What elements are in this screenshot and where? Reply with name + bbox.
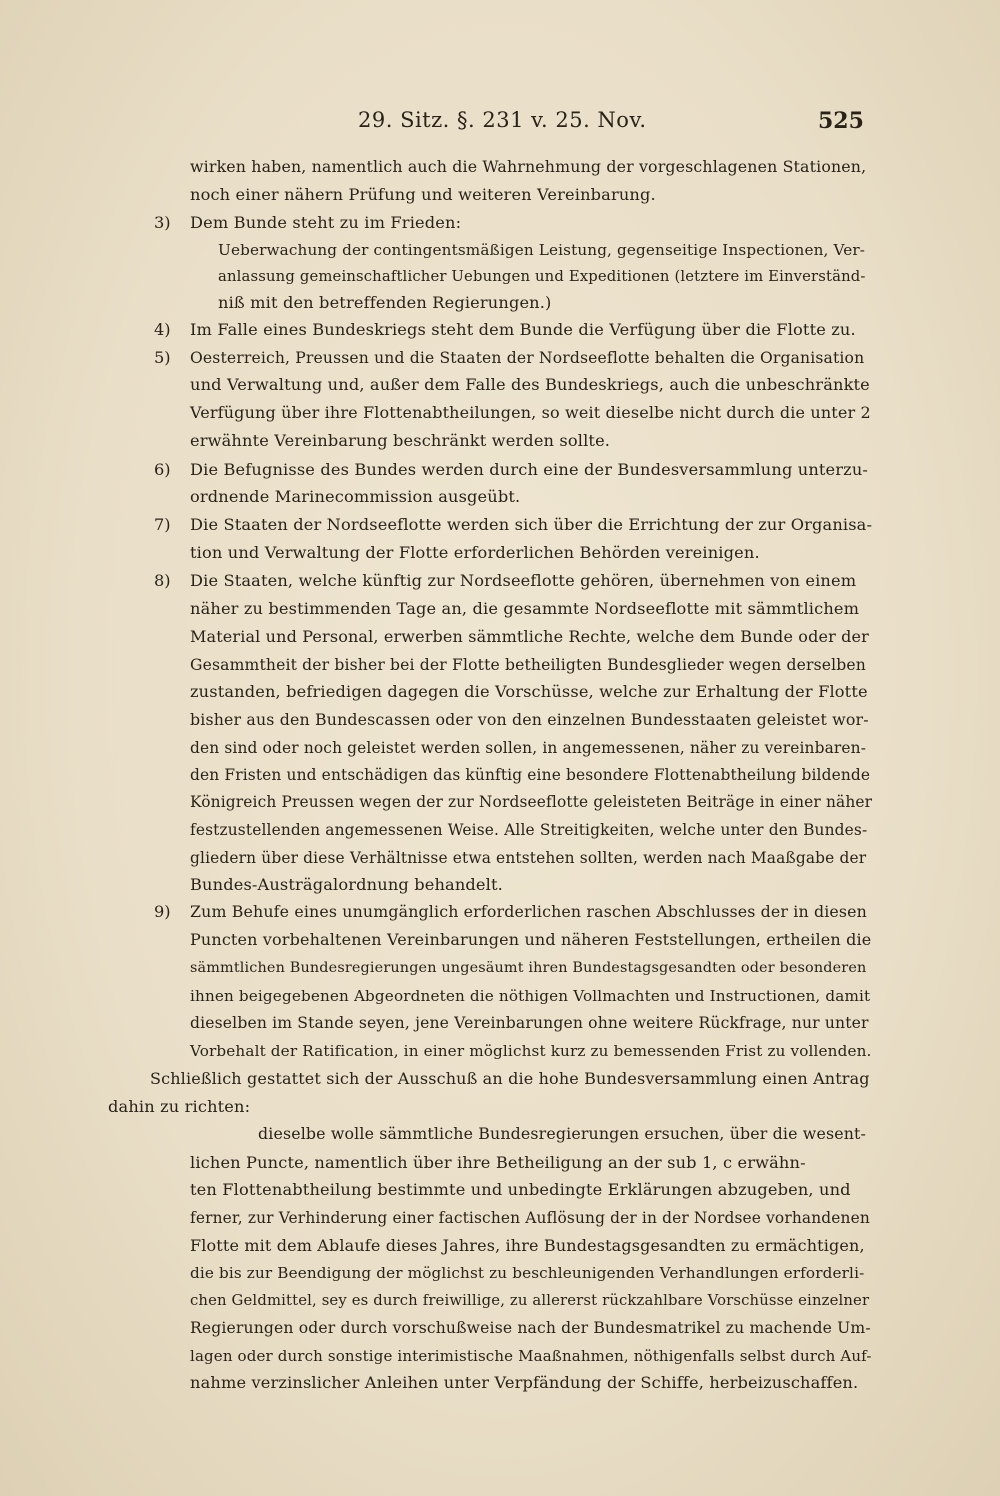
text-line: Die Staaten, welche künftig zur Nordseeflotte gehören, übernehmen von einem bbox=[190, 571, 857, 590]
item-number-8: 8) bbox=[154, 571, 171, 590]
text-line: den sind oder noch geleistet werden sollen, in angemessenen, näher zu vereinbaren- bbox=[190, 739, 867, 757]
item-number-7: 7) bbox=[154, 515, 171, 534]
text-line: festzustellenden angemessenen Weise. Alle Streitigkeiten, welche unter den Bundes- bbox=[190, 821, 868, 839]
text-line: ten Flottenabtheilung bestimmte und unbedingte Erklärungen abzugeben, und bbox=[190, 1180, 851, 1199]
text-line: Im Falle eines Bundeskriegs steht dem Bunde die Verfügung über die Flotte zu. bbox=[190, 320, 856, 339]
text-line: anlassung gemeinschaftlicher Uebungen und Expeditionen (letztere im Einverständ- bbox=[218, 268, 866, 285]
text-line: gliedern über diese Verhältnisse etwa entstehen sollten, werden nach Maaßgabe der bbox=[190, 849, 867, 867]
text-line: tion und Verwaltung der Flotte erforderlichen Behörden vereinigen. bbox=[190, 543, 760, 562]
text-line: Ueberwachung der contingentsmäßigen Leistung, gegenseitige Inspectionen, Ver- bbox=[218, 241, 866, 259]
text-line: dieselben im Stande seyen, jene Vereinbarungen ohne weitere Rückfrage, nur unter bbox=[190, 1014, 869, 1032]
text-line: bisher aus den Bundescassen oder von den einzelnen Bundesstaaten geleistet wor- bbox=[190, 710, 869, 729]
item-number-5: 5) bbox=[154, 348, 171, 367]
text-line: ordnende Marinecommission ausgeübt. bbox=[190, 487, 521, 506]
text-line: sämmtlichen Bundesregierungen ungesäumt ihren Bundestagsgesandten oder besonderen bbox=[190, 960, 867, 976]
page-header bbox=[0, 108, 1000, 142]
text-line: Oesterreich, Preussen und die Staaten der Nordseeflotte behalten die Organisation bbox=[190, 349, 865, 367]
item-number-4: 4) bbox=[154, 320, 171, 339]
running-head: 29. Sitz. §. 231 v. 25. Nov. bbox=[358, 108, 647, 132]
text-line: dahin zu richten: bbox=[108, 1097, 251, 1116]
text-line: dieselbe wolle sämmtliche Bundesregierungen ersuchen, über die wesent- bbox=[258, 1124, 867, 1143]
text-line: Die Staaten der Nordseeflotte werden sich über die Errichtung der zur Organisa- bbox=[190, 515, 873, 534]
text-line: Königreich Preussen wegen der zur Nordseeflotte geleisteten Beiträge in einer näher bbox=[190, 793, 873, 811]
text-line: Vorbehalt der Ratification, in einer möglichst kurz zu bemessenden Frist zu vollenden. bbox=[190, 1042, 872, 1060]
text-line: ferner, zur Verhinderung einer factischen Auflösung der in der Nordsee vorhandenen bbox=[190, 1209, 870, 1227]
text-line: niß mit den betreffenden Regierungen.) bbox=[218, 293, 552, 312]
text-line: Flotte mit dem Ablaufe dieses Jahres, ihre Bundestagsgesandten zu ermächtigen, bbox=[190, 1236, 865, 1255]
text-line: den Fristen und entschädigen das künftig eine besondere Flottenabtheilung bildende bbox=[190, 766, 871, 784]
text-line: Verfügung über ihre Flottenabtheilungen, so weit dieselbe nicht durch die unter 2 bbox=[190, 403, 871, 422]
text-line: chen Geldmittel, sey es durch freiwillige, zu allererst rückzahlbare Vorschüsse einzelner bbox=[190, 1292, 870, 1309]
text-line: Regierungen oder durch vorschußweise nach der Bundesmatrikel zu machende Um- bbox=[190, 1319, 871, 1337]
text-line: und Verwaltung und, außer dem Falle des Bundeskriegs, auch die unbeschränkte bbox=[190, 375, 870, 394]
text-line: die bis zur Beendigung der möglichst zu beschleunigenden Verhandlungen erforderli- bbox=[190, 1264, 865, 1282]
text-line: Bundes-Austrägalordnung behandelt. bbox=[190, 875, 503, 894]
text-line: Gesammtheit der bisher bei der Flotte betheiligten Bundesglieder wegen derselben bbox=[190, 656, 866, 674]
text-line: lichen Puncte, namentlich über ihre Betheiligung an der sub 1, c erwähn- bbox=[190, 1153, 806, 1172]
text-line: Zum Behufe eines unumgänglich erforderlichen raschen Abschlusses der in diesen bbox=[190, 902, 868, 921]
text-line: Puncten vorbehaltenen Vereinbarungen und näheren Feststellungen, ertheilen die bbox=[190, 930, 872, 949]
text-line: Material und Personal, erwerben sämmtliche Rechte, welche dem Bunde oder der bbox=[190, 627, 869, 646]
item-number-6: 6) bbox=[154, 460, 171, 479]
text-line: noch einer nähern Prüfung und weiteren Vereinbarung. bbox=[190, 185, 656, 204]
item-number-3: 3) bbox=[154, 213, 171, 232]
text-line: Die Befugnisse des Bundes werden durch eine der Bundesversammlung unterzu- bbox=[190, 460, 869, 479]
text-line: zustanden, befriedigen dagegen die Vorschüsse, welche zur Erhaltung der Flotte bbox=[190, 682, 868, 701]
text-line: ihnen beigegebenen Abgeordneten die nöthigen Vollmachten und Instructionen, damit bbox=[190, 987, 871, 1005]
text-line: erwähnte Vereinbarung beschränkt werden sollte. bbox=[190, 431, 611, 450]
item-number-9: 9) bbox=[154, 902, 171, 921]
text-line: nahme verzinslicher Anleihen unter Verpfändung der Schiffe, herbeizuschaffen. bbox=[190, 1373, 859, 1392]
page-number: 525 bbox=[818, 108, 864, 134]
text-line: näher zu bestimmenden Tage an, die gesammte Nordseeflotte mit sämmtlichem bbox=[190, 599, 860, 618]
text-line: wirken haben, namentlich auch die Wahrnehmung der vorgeschlagenen Stationen, bbox=[190, 157, 867, 176]
text-line: lagen oder durch sonstige interimistische Maaßnahmen, nöthigenfalls selbst durch Auf- bbox=[190, 1347, 872, 1365]
text-line: Schließlich gestattet sich der Ausschuß an die hohe Bundesversammlung einen Antrag bbox=[150, 1069, 870, 1088]
text-line: Dem Bunde steht zu im Frieden: bbox=[190, 213, 462, 232]
